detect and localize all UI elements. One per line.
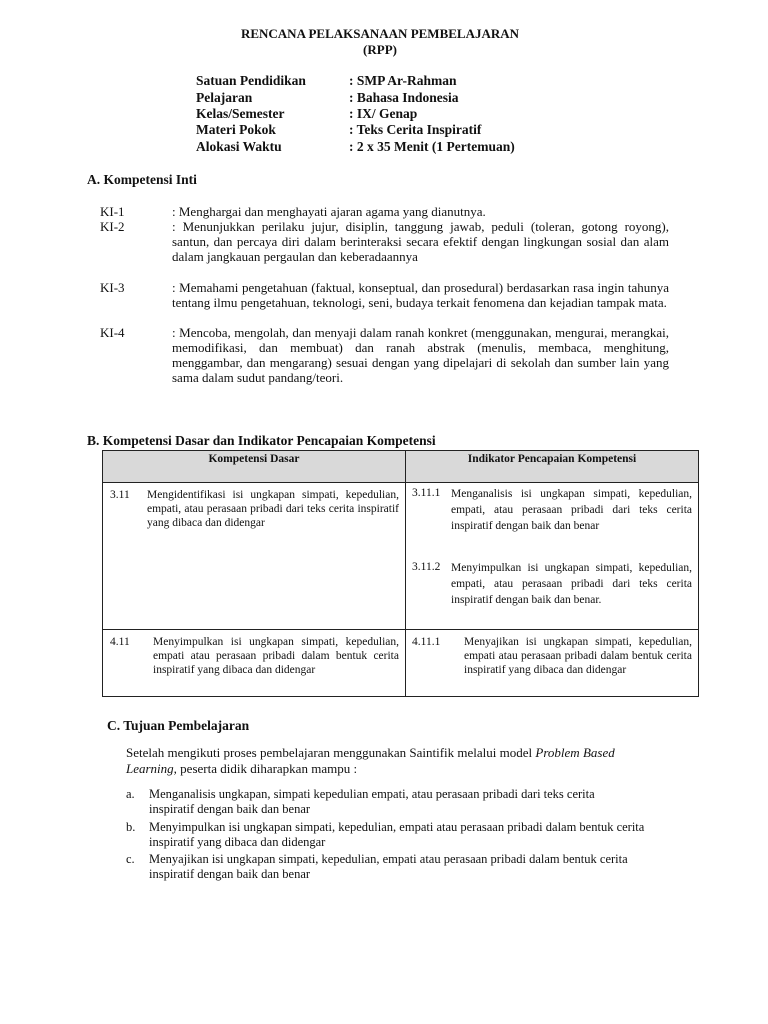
intro-text: Setelah mengikuti proses pembelajaran menggunakan Saintifik melalui model: [126, 745, 536, 760]
info-value-alokasi: : 2 x 35 Menit (1 Pertemuan): [349, 139, 515, 154]
intro-text-end: peserta didik diharapkan mampu :: [176, 761, 358, 776]
ki-4-text: : Mencoba, mengolah, dan menyaji dalam ranah konkret (menggunakan, mengurai, merangkai, memodifikasi, dan membuat) dan ranah abstrak (menulis, membaca, menghitung, menggambar, dan mengarang) sesuai dengan yang dipelajari di sekolah dan sumber lain yang sama dalam sudut pandang/teori.: [172, 325, 669, 385]
indikator-cell: [406, 483, 699, 630]
table-header-kd: Kompetensi Dasar: [103, 451, 406, 483]
kd-number: 4.11: [110, 636, 130, 648]
indicator-text: Menganalisis isi ungkapan simpati, kepedulian, empati, atau perasaan pribadi dari teks cerita inspiratif dengan baik dan benar: [451, 488, 692, 532]
indicator-number: 3.11.2: [412, 561, 441, 573]
info-value-satuan: : SMP Ar-Rahman: [349, 73, 457, 88]
ki-3-label: KI-3: [100, 280, 125, 295]
info-value-kelas: : IX/ Genap: [349, 106, 418, 121]
kd-number: 3.11: [110, 489, 130, 501]
indikator-cell: [406, 630, 699, 697]
objective-letter: a.: [126, 787, 135, 801]
info-label-materi: Materi Pokok: [196, 122, 276, 137]
ki-2-text: : Menunjukkan perilaku jujur, disiplin, tanggung jawab, peduli (toleran, gotong royong), santun, dan percaya diri dalam berinteraksi secara efektif dengan lingkungan sosial dan alam dalam jangkauan pergaulan dan keberadaannya: [172, 219, 669, 264]
info-value-pelajaran: : Bahasa Indonesia: [349, 90, 459, 105]
kd-cell: [103, 483, 406, 630]
kd-cell: [103, 630, 406, 697]
info-label-kelas: Kelas/Semester: [196, 106, 285, 121]
kd-text: Menyimpulkan isi ungkapan simpati, kepedulian, empati atau perasaan pribadi dalam bentuk cerita inspiratif yang dibaca dan didengar: [153, 636, 399, 676]
indicator-text: Menyimpulkan isi ungkapan simpati, kepedulian, empati, atau perasaan pribadi dari teks cerita inspiratif dengan baik dan benar.: [451, 562, 692, 606]
ki-1-label: KI-1: [100, 204, 125, 219]
table-header-indikator: Indikator Pencapaian Kompetensi: [406, 451, 699, 483]
section-c-intro: [126, 745, 666, 777]
info-value-materi: : Teks Cerita Inspiratif: [349, 122, 482, 137]
objective-text: Menyimpulkan isi ungkapan simpati, kepedulian, empati atau perasaan pribadi dalam bentuk cerita inspiratif yang dibaca dan didengar: [149, 820, 645, 849]
ki-1-text: : Menghargai dan menghayati ajaran agama yang dianutnya.: [172, 204, 486, 219]
section-b-heading: B. Kompetensi Dasar dan Indikator Pencapaian Kompetensi: [87, 433, 436, 448]
table-row: [103, 630, 699, 697]
ki-4-label: KI-4: [100, 325, 125, 340]
indicator-number: 4.11.1: [412, 636, 441, 648]
info-label-pelajaran: Pelajaran: [196, 90, 253, 105]
info-label-alokasi: Alokasi Waktu: [196, 139, 282, 154]
objective-text: Menyajikan isi ungkapan simpati, kepedulian, empati atau perasaan pribadi dalam bentuk cerita inspiratif dengan baik dan benar: [149, 852, 628, 881]
intro-italic: Problem Based Learning,: [126, 745, 615, 776]
indicator-text: Menyajikan isi ungkapan simpati, kepedulian, empati atau perasaan pribadi dalam bentuk cerita inspiratif yang dibaca dan didengar: [464, 636, 692, 676]
kd-text: Mengidentifikasi isi ungkapan simpati, kepedulian, empati, atau perasaan pribadi dari teks cerita inspiratif yang dibaca dan didengar: [147, 489, 399, 529]
table-row: [103, 483, 699, 630]
ki-3-text: : Memahami pengetahuan (faktual, konseptual, dan prosedural) berdasarkan rasa ingin tahunya tentang ilmu pengetahuan, teknologi, seni, budaya terkait fenomena dan kejadian tampak mata.: [172, 280, 669, 310]
ki-2-label: KI-2: [100, 219, 125, 234]
table-header-row: [103, 451, 699, 483]
objective-letter: b.: [126, 820, 136, 834]
section-c-heading: C. Tujuan Pembelajaran: [107, 718, 250, 733]
document-subtitle: (RPP): [363, 42, 397, 57]
section-a-heading: A. Kompetensi Inti: [87, 172, 197, 187]
document-title: RENCANA PELAKSANAAN PEMBELAJARAN: [240, 26, 520, 41]
objective-text: Menganalisis ungkapan, simpati kepedulian empati, atau perasaan pribadi dari teks cerita inspiratif dengan baik dan benar: [149, 787, 595, 816]
objective-letter: c.: [126, 852, 135, 866]
indicator-number: 3.11.1: [412, 487, 441, 499]
info-label-satuan: Satuan Pendidikan: [196, 73, 306, 88]
competency-table: [102, 450, 699, 697]
